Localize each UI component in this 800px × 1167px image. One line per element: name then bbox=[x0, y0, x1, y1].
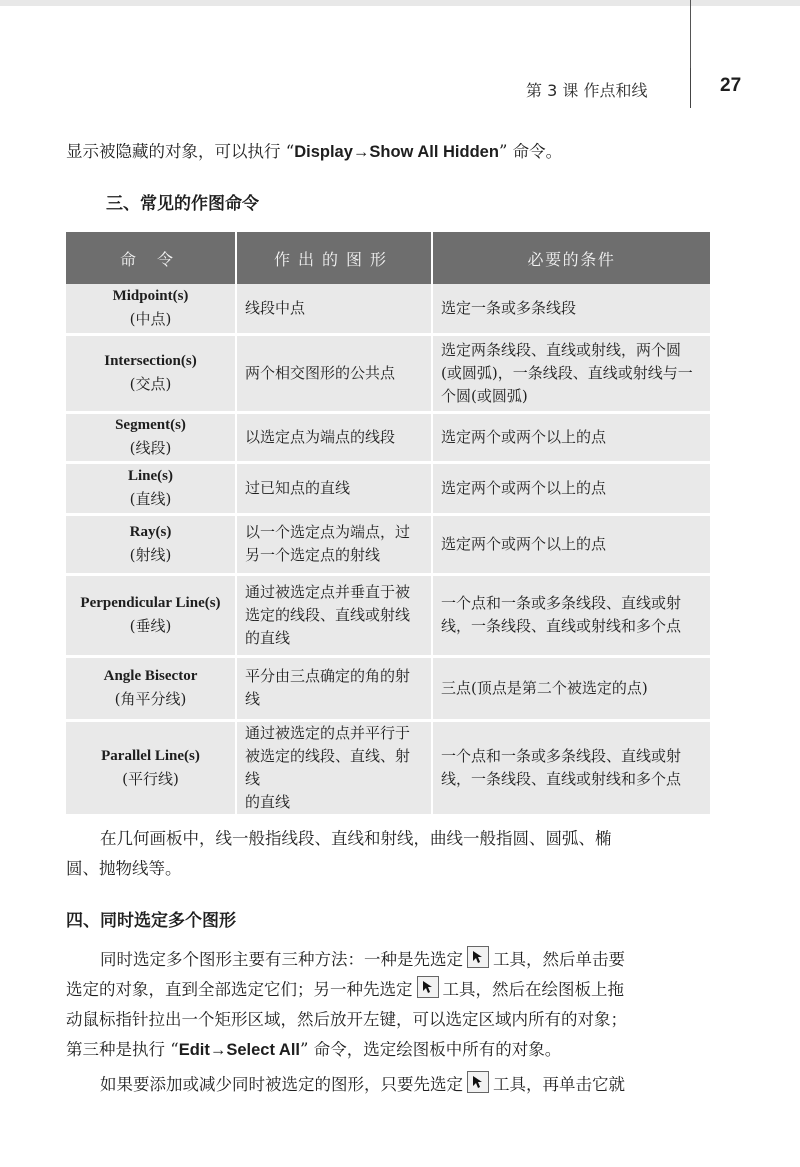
shape-cell bbox=[236, 334, 432, 412]
intro-paragraph bbox=[66, 137, 716, 167]
condition-line: 个圆(或圆弧) bbox=[441, 386, 528, 405]
page-top-edge bbox=[0, 0, 800, 6]
intro-command: Display→Show All Hidden bbox=[294, 143, 499, 161]
multi-select-paragraph bbox=[66, 945, 716, 1065]
command-cell bbox=[66, 574, 236, 656]
condition-cell bbox=[432, 412, 710, 462]
condition-line: 选定两个或两个以上的点 bbox=[441, 534, 607, 553]
command-cell bbox=[66, 334, 236, 412]
condition-cell bbox=[432, 720, 710, 815]
shape-cell bbox=[236, 514, 432, 574]
shape-line: 以选定点为端点的线段 bbox=[245, 427, 396, 446]
command-cell bbox=[66, 656, 236, 720]
table-row bbox=[66, 412, 710, 462]
paragraph-text: ” 命令，选定绘图板中所有的对象。 bbox=[300, 1040, 562, 1059]
command-zh: (中点) bbox=[129, 310, 172, 329]
column-header: 必要的条件 bbox=[432, 232, 710, 284]
command-en: Parallel Line(s) bbox=[101, 747, 200, 764]
paragraph-text: 工具，再单击它就 bbox=[493, 1075, 625, 1094]
paragraph-text: 选定的对象，直到全部选定它们；另一种先选定 bbox=[66, 980, 413, 999]
command-zh: (平行线) bbox=[122, 769, 179, 788]
shape-line: 通过被选定的点并平行于 bbox=[245, 723, 411, 742]
table-row bbox=[66, 514, 710, 574]
shape-cell bbox=[236, 656, 432, 720]
command-en: Intersection(s) bbox=[104, 353, 197, 369]
section4-title: 四、同时选定多个图形 bbox=[66, 911, 236, 931]
paragraph-text: 工具，然后单击要 bbox=[493, 950, 625, 969]
column-header: 作出的图形 bbox=[236, 232, 432, 284]
paragraph-text: 工具，然后在绘图板上拖 bbox=[442, 980, 624, 999]
command-zh: (垂线) bbox=[129, 617, 172, 635]
command-zh: (交点) bbox=[129, 375, 172, 393]
shape-line: 被选定的线段、直线、射线 bbox=[245, 746, 411, 788]
shape-line: 过已知点的直线 bbox=[245, 478, 351, 497]
command-cell bbox=[66, 514, 236, 574]
condition-line: 选定两个或两个以上的点 bbox=[441, 427, 607, 446]
shape-line: 以一个选定点为端点，过 bbox=[245, 523, 411, 541]
condition-line: 选定两个或两个以上的点 bbox=[441, 478, 607, 497]
shape-line: 选定的线段、直线或射线 bbox=[245, 605, 411, 624]
curves-paragraph bbox=[66, 824, 716, 884]
condition-cell bbox=[432, 574, 710, 656]
command-zh: (直线) bbox=[129, 490, 172, 508]
shape-cell bbox=[236, 574, 432, 656]
shape-line: 线 bbox=[245, 690, 261, 708]
condition-cell bbox=[432, 656, 710, 720]
condition-line: 选定两条线段、直线或射线，两个圆 bbox=[441, 340, 682, 359]
table-row bbox=[66, 334, 710, 412]
binding-line bbox=[690, 0, 691, 70]
section3-title: 三、常见的作图命令 bbox=[106, 194, 259, 214]
command-en: Perpendicular Line(s) bbox=[80, 595, 221, 611]
command-en: Line(s) bbox=[128, 468, 173, 484]
command-cell bbox=[66, 412, 236, 462]
paragraph-line: 动鼠标指针拉出一个矩形区域，然后放开左键，可以选定区域内所有的对象； bbox=[66, 1010, 627, 1029]
condition-cell bbox=[432, 462, 710, 514]
condition-line: 选定一条或多条线段 bbox=[441, 298, 577, 317]
table-row bbox=[66, 656, 710, 720]
table-header-row bbox=[66, 232, 710, 284]
shape-cell bbox=[236, 720, 432, 815]
shape-line: 平分由三点确定的角的射 bbox=[245, 667, 411, 685]
condition-line: 线，一条线段、直线或射线和多个点 bbox=[441, 769, 682, 788]
paragraph-text: 如果要添加或减少同时被选定的图形，只要先选定 bbox=[100, 1075, 463, 1094]
shape-line: 两个相交图形的公共点 bbox=[245, 363, 396, 382]
shape-line: 的直线 bbox=[245, 628, 291, 647]
arrow-selection-tool-icon bbox=[467, 1071, 489, 1093]
condition-line: 一个点和一条或多条线段、直线或射 bbox=[441, 594, 682, 612]
command-zh: (角平分线) bbox=[114, 690, 187, 708]
header-section: 第 3 课 作点和线 bbox=[526, 81, 648, 100]
command-zh: (线段) bbox=[129, 439, 172, 457]
shape-cell bbox=[236, 462, 432, 514]
running-header bbox=[520, 74, 770, 104]
command-en: Midpoint(s) bbox=[112, 288, 189, 305]
intro-text-before: 显示被隐藏的对象，可以执行 “ bbox=[66, 142, 295, 161]
command-cell bbox=[66, 284, 236, 334]
shape-line: 通过被选定点并垂直于被 bbox=[245, 582, 411, 601]
paragraph-line: 在几何画板中，线一般指线段、直线和射线，曲线一般指圆、圆弧、椭 bbox=[100, 829, 612, 848]
page-number: 27 bbox=[720, 75, 742, 96]
header-separator bbox=[690, 68, 691, 108]
shape-line: 线段中点 bbox=[245, 298, 306, 317]
condition-cell bbox=[432, 514, 710, 574]
table-row bbox=[66, 284, 710, 334]
command-en: Ray(s) bbox=[129, 524, 172, 540]
condition-cell bbox=[432, 284, 710, 334]
condition-line: (或圆弧)，一条线段、直线或射线与一 bbox=[441, 363, 693, 382]
table-row bbox=[66, 574, 710, 656]
paragraph-text: 同时选定多个图形主要有三种方法：一种是先选定 bbox=[100, 950, 463, 969]
shape-line: 另一个选定点的射线 bbox=[245, 546, 381, 564]
condition-cell bbox=[432, 334, 710, 412]
last-paragraph bbox=[66, 1070, 716, 1100]
shape-cell bbox=[236, 412, 432, 462]
condition-line: 三点(顶点是第二个被选定的点) bbox=[441, 678, 648, 697]
command-zh: (射线) bbox=[129, 546, 172, 564]
shape-cell bbox=[236, 284, 432, 334]
command-en: Angle Bisector bbox=[103, 668, 198, 684]
arrow-selection-tool-icon bbox=[417, 976, 439, 998]
table-row bbox=[66, 720, 710, 815]
condition-line: 线，一条线段、直线或射线和多个点 bbox=[441, 617, 682, 635]
table-row bbox=[66, 462, 710, 514]
command-en: Segment(s) bbox=[115, 417, 186, 433]
edit-select-all-command: Edit→Select All bbox=[178, 1041, 301, 1059]
condition-line: 一个点和一条或多条线段、直线或射 bbox=[441, 746, 682, 765]
command-table bbox=[66, 232, 710, 817]
command-cell bbox=[66, 720, 236, 815]
arrow-selection-tool-icon bbox=[467, 946, 489, 968]
paragraph-text: 第三种是执行 “ bbox=[66, 1040, 179, 1059]
shape-line: 的直线 bbox=[245, 792, 291, 811]
command-cell bbox=[66, 462, 236, 514]
column-header: 命 令 bbox=[66, 232, 236, 284]
intro-text-after: ” 命令。 bbox=[498, 142, 563, 161]
paragraph-line: 圆、抛物线等。 bbox=[66, 859, 182, 878]
